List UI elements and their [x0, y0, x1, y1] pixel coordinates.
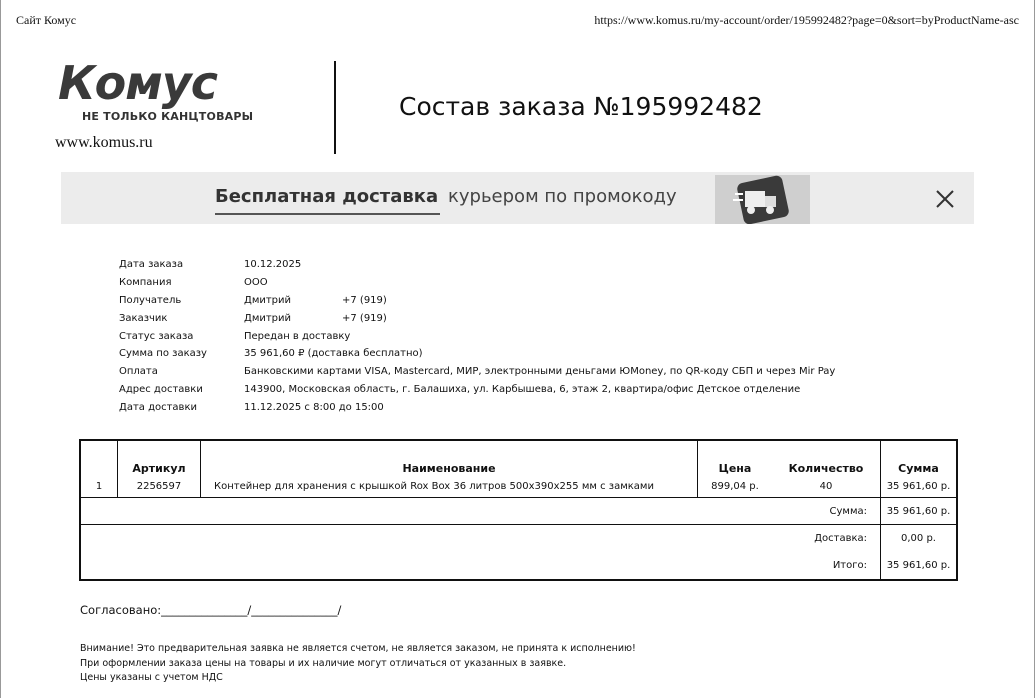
info-value: Банковскими картами VISA, Mastercard, МИР, электронными деньгами ЮMoney, по QR-коду СБП и через Mir Pay — [244, 366, 836, 378]
row-price: 899,04 р. — [698, 475, 773, 498]
col-name: Наименование — [201, 440, 698, 475]
delivery-label: Доставка: — [80, 525, 881, 553]
info-value: 11.12.2025 с 8:00 до 15:00 — [244, 402, 384, 414]
summary-total-row — [80, 552, 957, 580]
col-price: Цена — [718, 462, 752, 475]
header-divider — [334, 61, 336, 154]
row-qty: 40 — [772, 475, 881, 498]
row-sum: 35 961,60 р. — [881, 475, 958, 498]
banner-underline — [215, 213, 440, 215]
delivery-value: 0,00 р. — [901, 533, 936, 544]
summary-delivery-row — [80, 525, 957, 553]
sum-label: Сумма: — [80, 498, 881, 525]
disclaimer-notes — [80, 642, 636, 686]
info-label: Статус заказа — [119, 330, 194, 342]
print-header-url: https://www.komus.ru/my-account/order/195992482?page=0&sort=byProductName-asc — [594, 13, 1019, 27]
info-label: Оплата — [119, 366, 158, 378]
order-items-table — [79, 439, 958, 581]
info-value: 35 961,60 ₽ (доставка бесплатно) — [244, 348, 423, 360]
info-value: Дмитрий — [244, 294, 292, 306]
table-row — [80, 475, 957, 498]
info-label: Дата доставки — [119, 402, 197, 414]
col-num — [80, 440, 118, 475]
info-label: Сумма по заказу — [119, 348, 207, 360]
info-label: Дата заказа — [119, 259, 184, 270]
delivery-truck-icon — [715, 175, 810, 224]
total-label: Итого: — [80, 552, 881, 580]
info-value: Передан в доставку — [244, 330, 351, 342]
agreed-signature-line: Согласовано:_______________/_______________/ — [80, 603, 342, 617]
komus-logo — [58, 56, 258, 130]
print-header-site: Сайт Комус — [16, 13, 77, 27]
info-value: Дмитрий — [244, 312, 292, 324]
row-name: Контейнер для хранения с крышкой Rox Box 36 литров 500х390х255 мм с замками — [201, 475, 698, 498]
col-article: Артикул — [118, 440, 201, 475]
banner-text: курьером по промокоду — [448, 186, 677, 207]
site-url: www.komus.ru — [55, 134, 153, 151]
row-article: 2256597 — [118, 475, 201, 498]
page-title: Состав заказа №195992482 — [399, 92, 763, 121]
info-label: Заказчик — [119, 312, 168, 324]
col-qty: Количество — [772, 440, 881, 475]
logo-tagline: НЕ ТОЛЬКО КАНЦТОВАРЫ — [82, 110, 254, 123]
note-line: Цены указаны с учетом НДС — [80, 672, 223, 683]
info-value: 143900, Московская область, г. Балашиха, ул. Карбышева, 6, этаж 2, квартира/офис Детское отделение — [244, 384, 801, 396]
info-phone: +7 (919) — [342, 294, 387, 306]
info-label: Адрес доставки — [119, 384, 203, 396]
row-num: 1 — [80, 475, 118, 498]
total-value: 35 961,60 р. — [886, 560, 951, 571]
banner-bold-text: Бесплатная доставка — [215, 186, 439, 207]
col-sum: Сумма — [898, 462, 939, 475]
note-line: При оформлении заказа цены на товары и их наличие могут отличаться от указанных в заявке. — [80, 657, 567, 669]
table-header-row — [80, 440, 957, 475]
info-phone: +7 (919) — [342, 312, 387, 324]
info-label: Компания — [119, 276, 172, 288]
info-value: ООО — [244, 276, 268, 288]
info-label: Получатель — [119, 294, 182, 306]
sum-value: 35 961,60 р. — [881, 498, 958, 525]
logo-brand: Комус — [58, 56, 218, 110]
summary-sum-row — [80, 498, 957, 525]
note-line: Внимание! Это предварительная заявка не является счетом, не является заказом, не принята к исполнению! — [80, 643, 636, 654]
close-icon[interactable] — [933, 187, 957, 211]
info-value: 10.12.2025 — [244, 259, 302, 270]
promo-banner[interactable] — [61, 172, 974, 224]
